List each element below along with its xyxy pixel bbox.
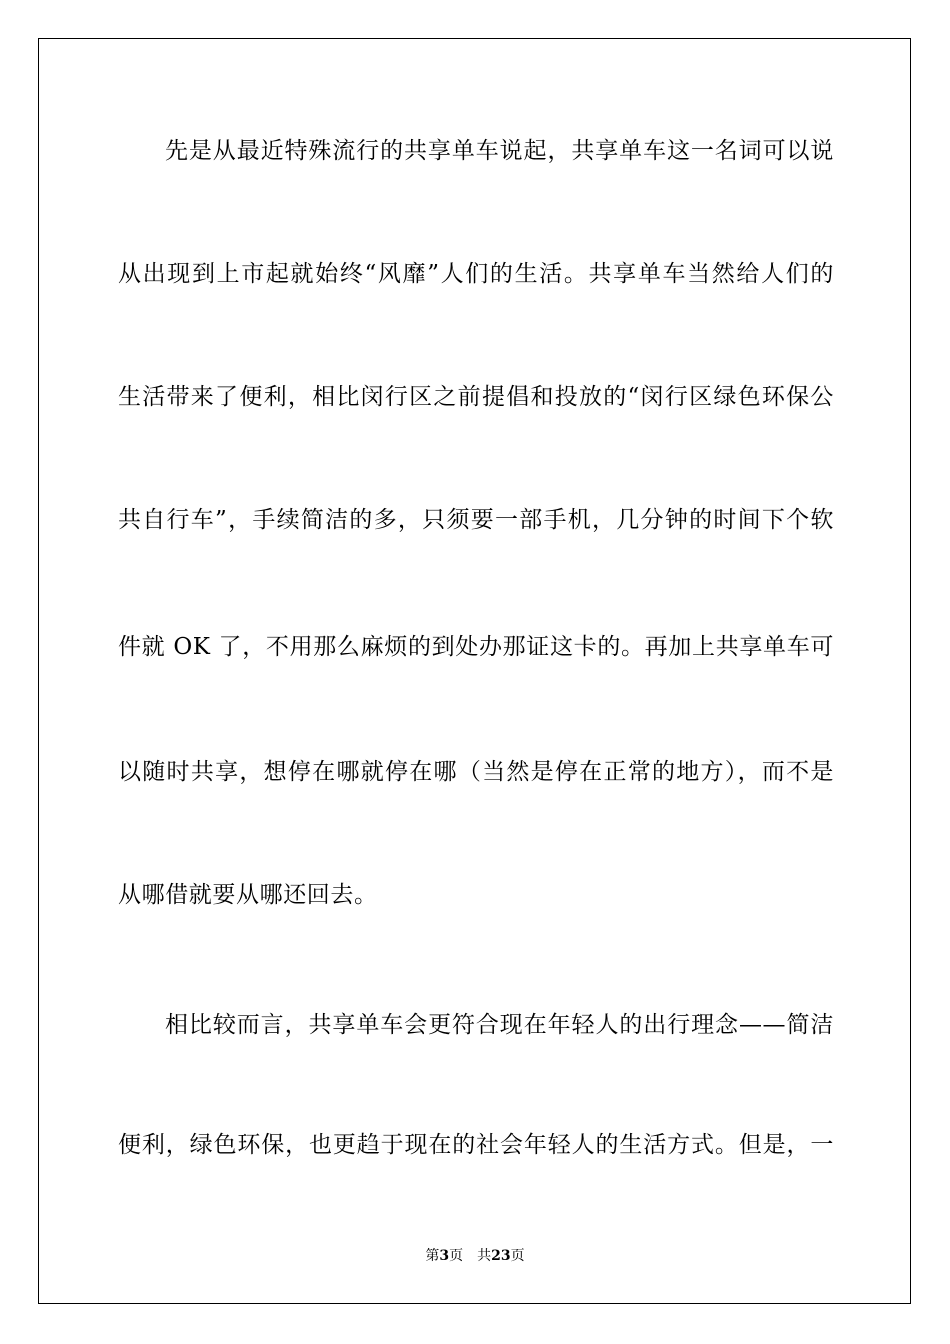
total-label-suffix: 页 <box>510 1248 525 1264</box>
page-footer <box>0 1246 950 1266</box>
page-number: 3 <box>439 1248 450 1264</box>
page-border <box>38 38 911 1304</box>
total-label-prefix: 共 <box>477 1248 492 1264</box>
paragraph-1-line-1: 先是从最近特殊流行的共享单车说起，共享单车这一名词可以说 <box>165 138 834 164</box>
paragraph-1-line-3: 生活带来了便利，相比闵行区之前提倡和投放的“闵行区绿色环保公 <box>118 384 834 410</box>
page-label-prefix: 第 <box>425 1248 440 1264</box>
paragraph-1-line-6: 以随时共享，想停在哪就停在哪（当然是停在正常的地方），而不是 <box>118 759 834 785</box>
paragraph-1-line-4: 共自行车”，手续简洁的多，只须要一部手机，几分钟的时间下个软 <box>118 507 834 533</box>
total-pages: 23 <box>491 1248 511 1264</box>
paragraph-2-line-1: 相比较而言，共享单车会更符合现在年轻人的出行理念——简洁 <box>165 1012 834 1038</box>
paragraph-1-line-2: 从出现到上市起就始终“风靡”人们的生活。共享单车当然给人们的 <box>118 261 834 287</box>
paragraph-1-line-5: 件就 OK 了，不用那么麻烦的到处办那证这卡的。再加上共享单车可 <box>118 634 834 660</box>
page-label-suffix: 页 <box>449 1248 464 1264</box>
paragraph-2-line-2: 便利，绿色环保，也更趋于现在的社会年轻人的生活方式。但是，一 <box>118 1132 834 1158</box>
paragraph-1-line-7: 从哪借就要从哪还回去。 <box>118 882 378 908</box>
